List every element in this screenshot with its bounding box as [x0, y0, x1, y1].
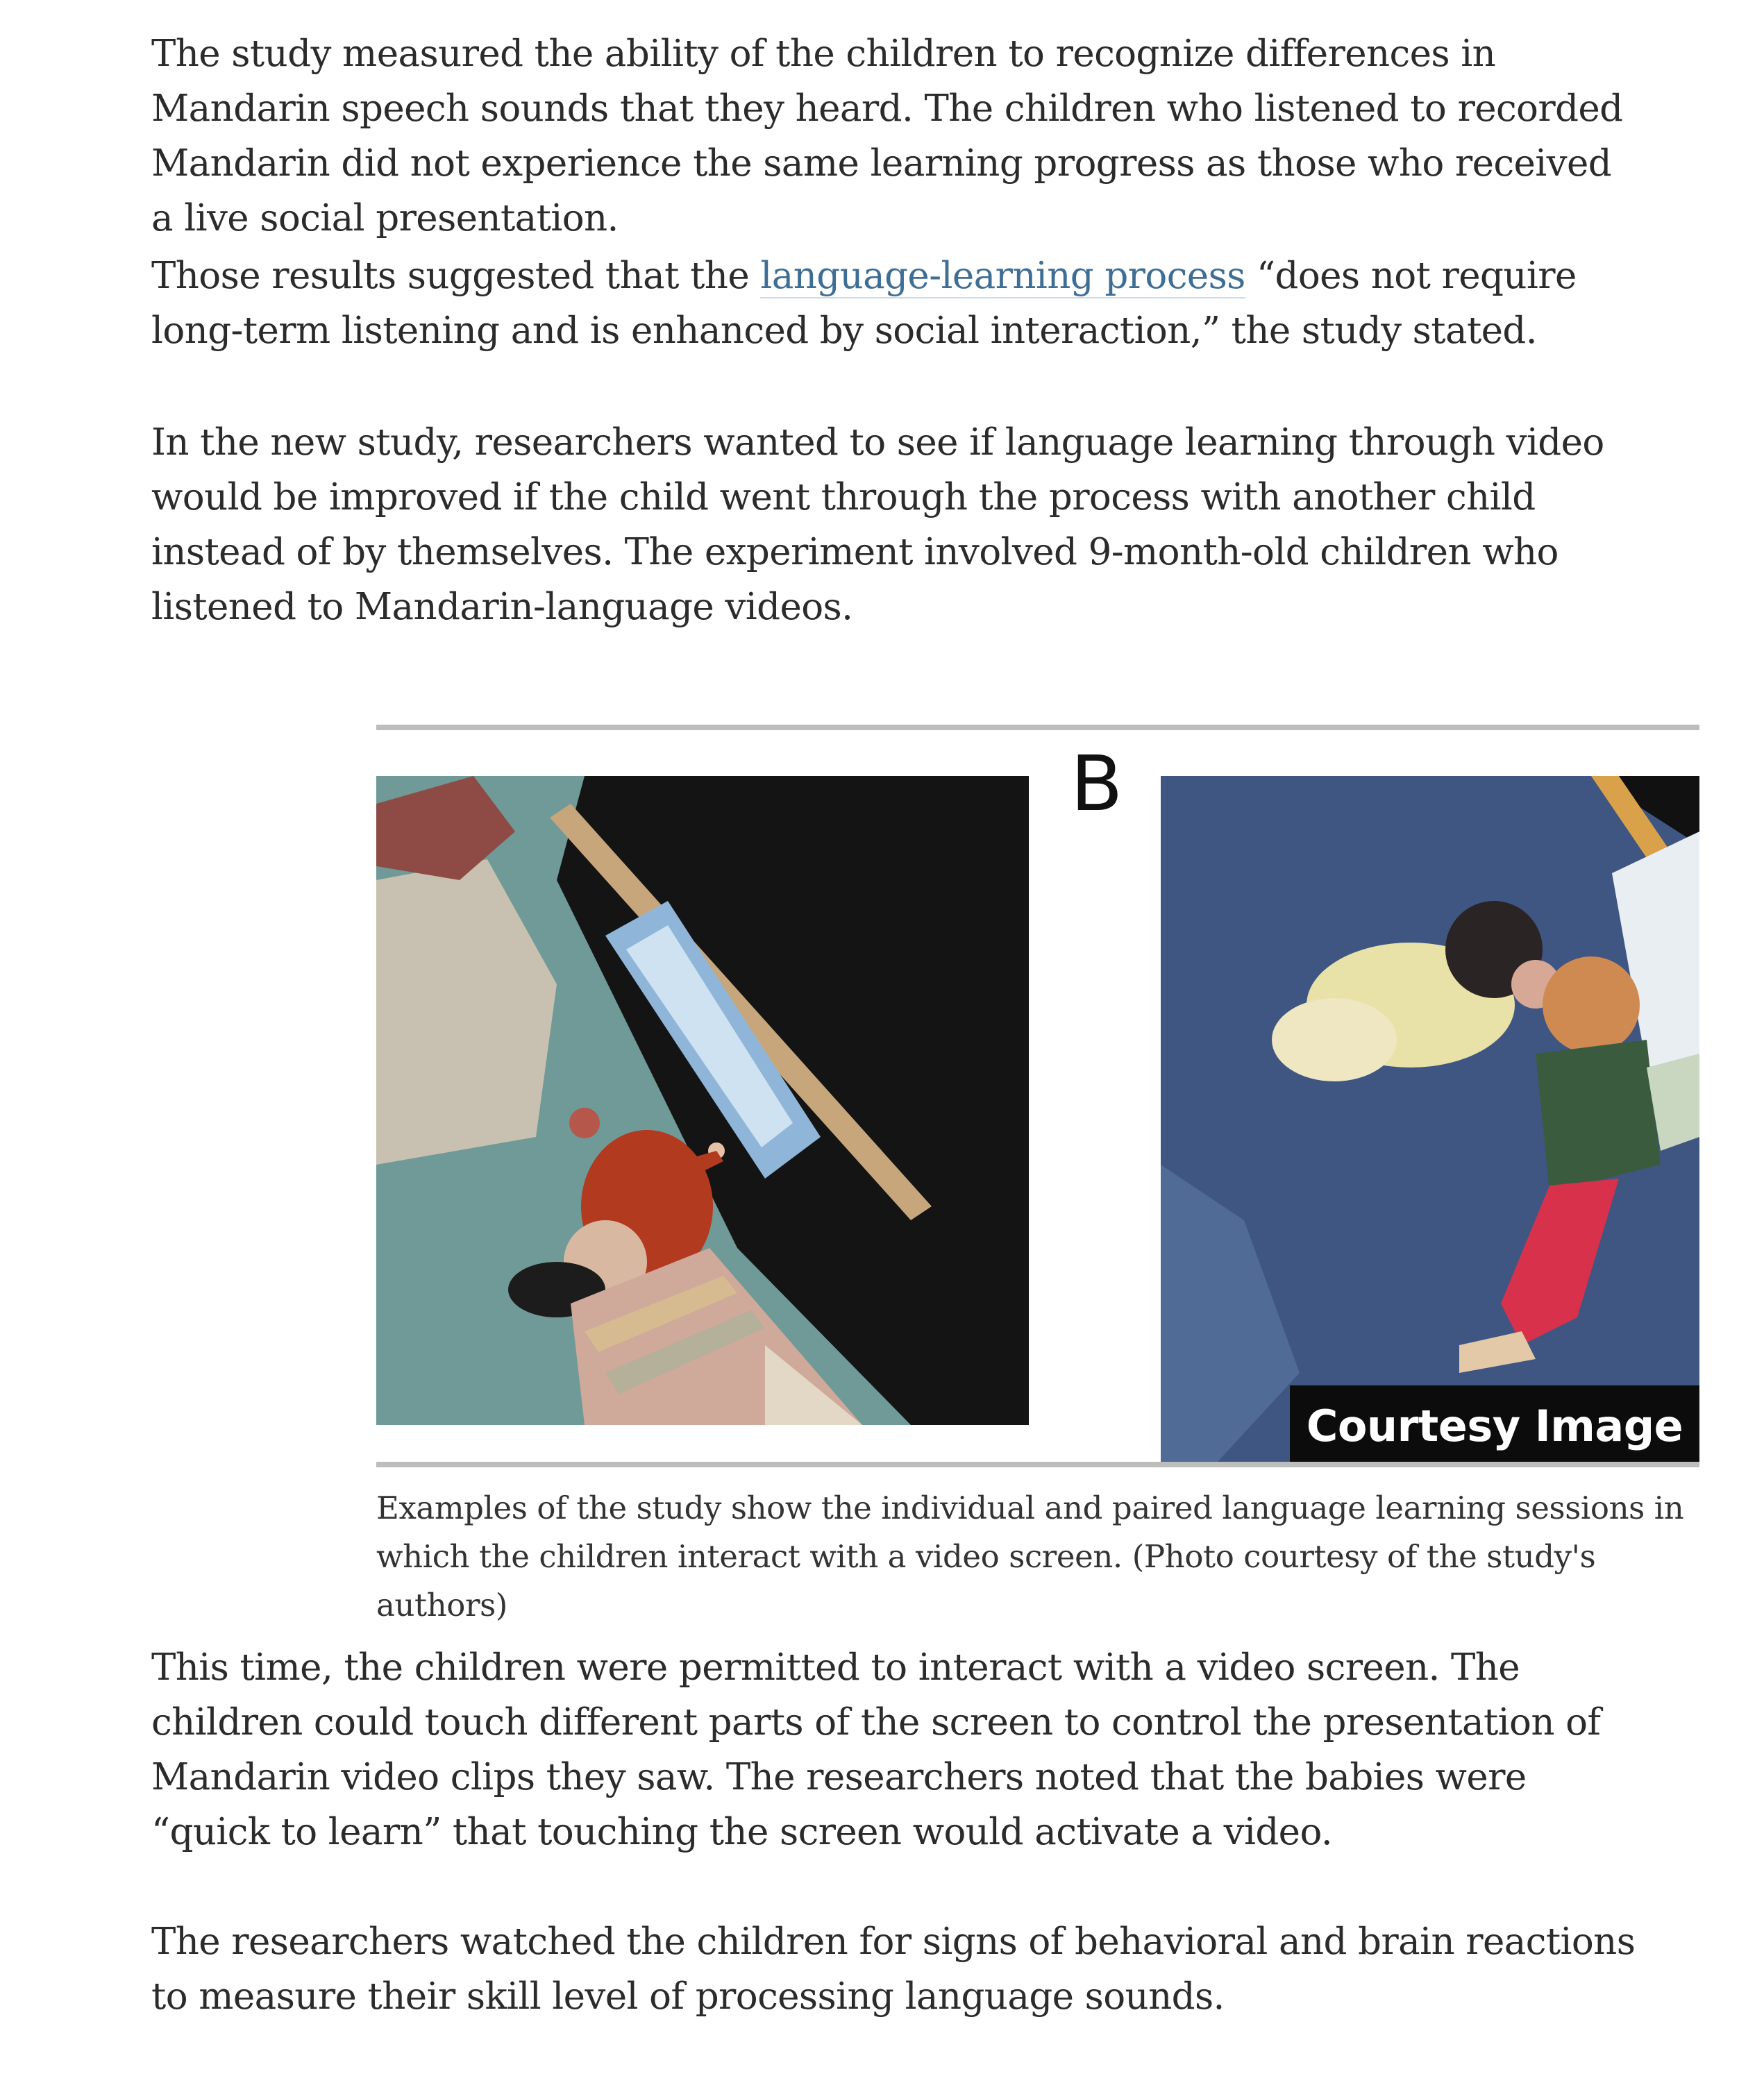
paragraph-2-text-before: Those results suggested that the — [151, 255, 761, 297]
panel-label-b: B — [1070, 739, 1123, 828]
paragraph-2 — [151, 248, 1644, 358]
paragraph-4: This time, the children were permitted to interact with a video screen. The children could touch different parts of the screen to control the presentation of Mandarin video clips they saw. The researchers noted that the babies were “quick to learn” that touching the screen would activate a video. — [151, 1646, 1601, 1853]
language-learning-process-link[interactable]: language-learning process — [760, 255, 1245, 297]
individual-session-illustration — [376, 776, 1029, 1425]
photo-individual-session — [376, 776, 1029, 1425]
paragraph-1: The study measured the ability of the children to recognize differences in Mandarin speech sounds that they heard. The children who listened to recorded Mandarin did not experience the same learning progress as those who received a live social presentation. — [151, 33, 1623, 239]
paragraph-5: The researchers watched the children for signs of behavioral and brain reactions to measure their skill level of processing language sounds. — [151, 1921, 1636, 2018]
study-figure — [376, 720, 1699, 1623]
paired-session-illustration — [1161, 776, 1699, 1463]
courtesy-image-credit: Courtesy Image — [1290, 1385, 1699, 1467]
photo-paired-session — [1161, 776, 1699, 1463]
paragraph-2-text-after: “does not require long-term listening and is enhanced by social interaction,” the study stated. — [151, 255, 1577, 352]
figure-frame — [376, 720, 1699, 1477]
figure-top-rule — [376, 725, 1699, 730]
figure-caption: Examples of the study show the individual and paired language learning sessions in which the children interact with a video screen. (Photo courtesy of the study's authors) — [376, 1490, 1684, 1623]
paragraph-3: In the new study, researchers wanted to see if language learning through video would be improved if the child went through the process with another child instead of by themselves. The experiment involved 9-month-old children who listened to Mandarin-language videos. — [151, 421, 1604, 628]
figure-bottom-rule — [376, 1462, 1699, 1467]
